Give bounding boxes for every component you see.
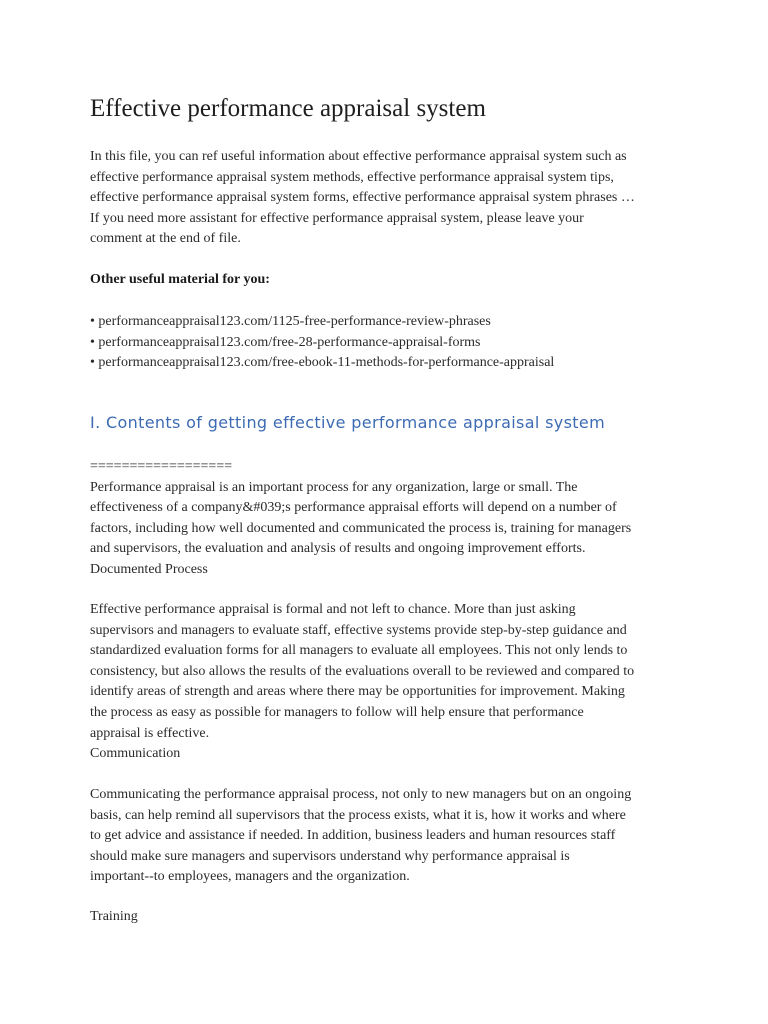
intro-line: In this file, you can ref useful information about effective performance appraisal system such as	[90, 149, 627, 164]
paragraph-line: the process as easy as possible for managers to follow will help ensure that performance	[90, 704, 584, 720]
paragraph-line: appraisal is effective.	[90, 725, 210, 741]
other-material-heading: Other useful material for you:	[90, 272, 270, 287]
paragraph-line: supervisors and managers to evaluate staff, effective systems provide step-by-step guidance and	[90, 622, 627, 638]
documented-process-paragraph	[90, 600, 634, 765]
separator-line: ==================	[90, 459, 233, 474]
paragraph-line: basis, can help remind all supervisors that the process exists, what it is, how it works and where	[90, 807, 626, 823]
paragraph-line: Performance appraisal is an important process for any organization, large or small. The	[90, 479, 578, 495]
useful-links-list	[90, 312, 554, 374]
paragraph-line: Communicating the performance appraisal process, not only to new managers but on an ongoing	[90, 787, 632, 802]
communication-paragraph	[90, 785, 631, 888]
paragraph-line: should make sure managers and supervisors understand why performance appraisal is	[90, 848, 570, 864]
intro-line: effective performance appraisal system forms, effective performance appraisal system phrases …	[90, 190, 635, 206]
subheading-training: Training	[90, 909, 138, 924]
useful-link-appraisal-forms[interactable]: • performanceappraisal123.com/free-28-performance-appraisal-forms	[90, 334, 481, 350]
useful-link-review-phrases[interactable]: • performanceappraisal123.com/1125-free-performance-review-phrases	[90, 314, 491, 329]
subheading-communication: Communication	[90, 746, 181, 762]
section-heading: I. Contents of getting effective performance appraisal system	[90, 413, 606, 432]
paragraph-line: identify areas of strength and areas where there may be opportunities for improvement. Making	[90, 684, 625, 700]
paragraph-line: and supervisors, the evaluation and analysis of results and ongoing improvement efforts.	[90, 541, 586, 557]
paragraph-line: factors, including how well documented and communicated the process is, training for managers	[90, 520, 632, 536]
intro-line: effective performance appraisal system methods, effective performance appraisal system tips,	[90, 169, 614, 185]
paragraph-line: effectiveness of a company&#039;s performance appraisal efforts will depend on a number of	[90, 500, 617, 516]
paragraph-line: important--to employees, managers and the organization.	[90, 869, 410, 885]
intro-line: comment at the end of file.	[90, 231, 241, 247]
subheading-documented-process: Documented Process	[90, 561, 208, 577]
document-title: Effective performance appraisal system	[90, 95, 486, 122]
paragraph-line: to get advice and assistance if needed. In addition, business leaders and human resources staff	[90, 828, 616, 844]
useful-link-ebook-methods[interactable]: • performanceappraisal123.com/free-ebook-11-methods-for-performance-appraisal	[90, 355, 555, 371]
section-intro-paragraph	[90, 457, 631, 581]
paragraph-line: standardized evaluation forms for all managers to evaluate all employees. This not only lends to	[90, 643, 628, 659]
intro-paragraph	[90, 147, 635, 250]
intro-line: If you need more assistant for effective performance appraisal system, please leave your	[90, 210, 584, 226]
paragraph-line: Effective performance appraisal is formal and not left to chance. More than just asking	[90, 602, 576, 617]
paragraph-line: consistency, but also allows the results of the evaluations overall to be reviewed and compared to	[90, 663, 635, 679]
